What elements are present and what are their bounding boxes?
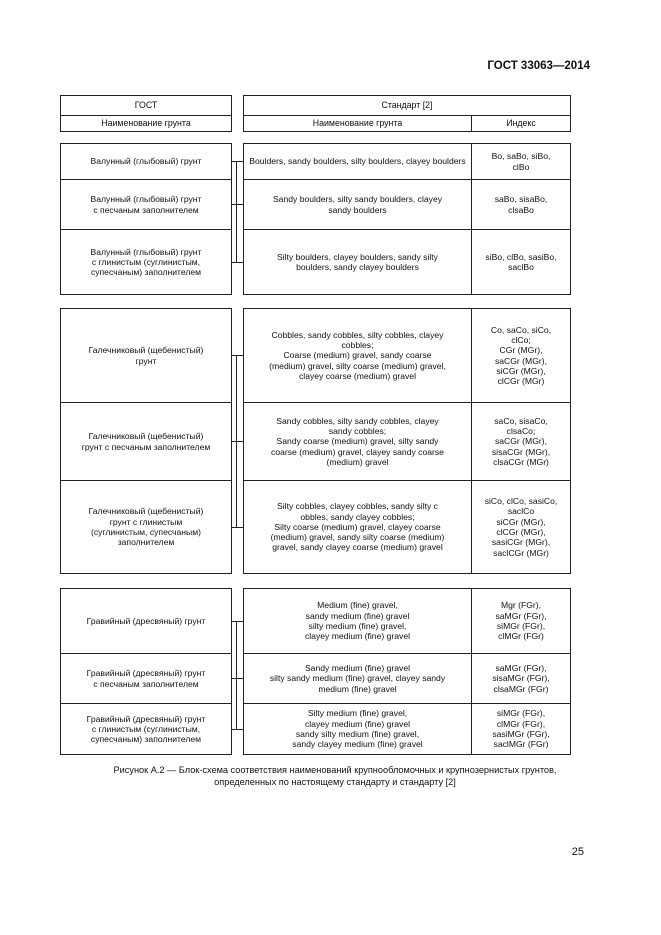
standard-name-cell: Silty cobbles, clayey cobbles, sandy silty c obbles, sandy clayey cobbles; Silty coarse (medium) gravel, clayey coarse (medium) gravel, sandy silty coarse (medium) gravel, sandy clayey coarse (medium) gravel [243,480,472,574]
standard-index-cell: siBo, clBo, sasiBo, saclBo [471,229,571,295]
connector-line [232,204,243,205]
gost-soil-cell: Гравийный (дресвяный) грунт с песчаным заполнителем [60,653,232,704]
document-code: ГОСТ 33063—2014 [487,60,590,72]
gost-soil-cell: Галечниковый (щебенистый) грунт [60,308,232,403]
gost-soil-cell: Галечниковый (щебенистый) грунт с песчаным заполнителем [60,402,232,481]
standard-name-cell: Sandy cobbles, silty sandy cobbles, clayey sandy cobbles; Sandy coarse (medium) gravel, silty sandy coarse (medium) gravel, clayey sandy coarse (medium) gravel [243,402,472,481]
standard-index-cell: saBo, sisaBo, clsaBo [471,179,571,230]
standard-index-cell: saCo, sisaCo, clsaCo; saCGr (MGr), sisaCGr (MGr), clsaCGr (MGr) [471,402,571,481]
connector-spine [236,621,237,729]
standard-name-column-header: Наименование грунта [243,115,472,132]
connector-line [232,729,243,730]
standard-index-cell: siCo, clCo, sasiCo, saclCo siCGr (MGr), clCGr (MGr), sasiCGr (MGr), saclCGr (MGr) [471,480,571,574]
standard-index-column-header: Индекс [471,115,571,132]
connector-line [232,527,243,528]
connector-line [232,355,243,356]
connector-spine [236,161,237,262]
connector-line [232,441,243,442]
gost-soil-cell: Валунный (глыбовый) грунт с глинистым (суглинистым, супесчаным) заполнителем [60,229,232,295]
standard-name-cell: Boulders, sandy boulders, silty boulders, clayey boulders [243,143,472,180]
gost-soil-cell: Гравийный (дресвяный) грунт [60,588,232,654]
standard-index-cell: saMGr (FGr), sisaMGr (FGr), clsaMGr (FGr) [471,653,571,704]
standard-name-cell: Silty boulders, clayey boulders, sandy silty boulders, sandy clayey boulders [243,229,472,295]
gost-soil-cell: Гравийный (дресвяный) грунт с глинистым (суглинистым, супесчаным) заполнителем [60,703,232,755]
gost-soil-cell: Валунный (глыбовый) грунт с песчаным заполнителем [60,179,232,230]
standard-index-cell: Co, saCo, siCo, clCo; CGr (MGr), saCGr (MGr), siCGr (MGr), clCGr (MGr) [471,308,571,403]
figure-caption: Рисунок А.2 — Блок-схема соответствия наименований крупнообломочных и крупнозернистых грунтов, определенных по настоящему стандарту и стандарту [2] [113,765,557,788]
connector-line [232,161,243,162]
connector-line [232,262,243,263]
standard-name-cell: Cobbles, sandy cobbles, silty cobbles, clayey cobbles; Coarse (medium) gravel, sandy coarse (medium) gravel, silty coarse (medium) gravel, clayey coarse (medium) gravel [243,308,472,403]
connector-line [232,621,243,622]
standard-name-cell: Medium (fine) gravel, sandy medium (fine) gravel silty medium (fine) gravel, clayey medium (fine) gravel [243,588,472,654]
page-number: 25 [571,846,584,858]
standard-name-cell: Sandy boulders, silty sandy boulders, clayey sandy boulders [243,179,472,230]
connector-line [232,678,243,679]
standard-index-cell: Mgr (FGr), saMGr (FGr), siMGr (FGr), clMGr (FGr) [471,588,571,654]
standard-name-cell: Sandy medium (fine) gravel silty sandy medium (fine) gravel, clayey sandy medium (fine) gravel [243,653,472,704]
gost-header-subtitle: Наименование грунта [60,115,232,132]
standard-index-cell: siMGr (FGr), clMGr (FGr), sasiMGr (FGr), saclMGr (FGr) [471,703,571,755]
gost-soil-cell: Галечниковый (щебенистый) грунт с глинистым (суглинистым, супесчаным) заполнителем [60,480,232,574]
gost-header-title: ГОСТ [60,95,232,116]
standard-name-cell: Silty medium (fine) gravel, clayey medium (fine) gravel sandy silty medium (fine) gravel, sandy clayey medium (fine) gravel [243,703,472,755]
standard-header-title: Стандарт [2] [243,95,571,116]
standard-index-cell: Bo, saBo, siBo, clBo [471,143,571,180]
gost-soil-cell: Валунный (глыбовый) грунт [60,143,232,180]
